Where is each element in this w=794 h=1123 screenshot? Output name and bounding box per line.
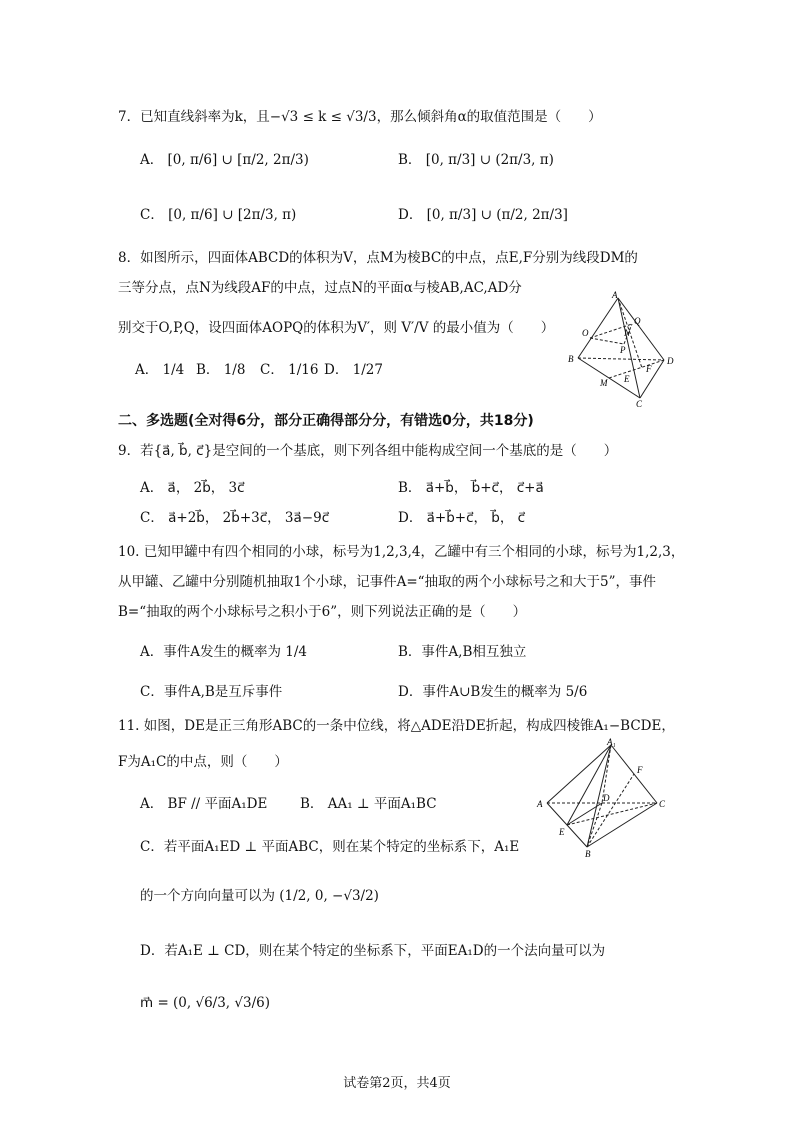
q8-option-c: C． 1/16 (260, 362, 319, 378)
q11-option-c-line1: C．若平面A₁ED ⊥ 平面ABC，则在某个特定的坐标系下，A₁E (140, 839, 520, 855)
q7-option-b: B． [0, π/3] ∪ (2π/3, π) (398, 152, 554, 168)
q11-option-b: B． AA₁ ⊥ 平面A₁BC (300, 796, 437, 812)
q10-option-a: A．事件A发生的概率为 1/4 (140, 644, 308, 660)
q9-option-c: C． a⃗+2b⃗， 2b⃗+3c⃗， 3a⃗−9c⃗ (140, 510, 330, 526)
q11-line1: 11. 如图，DE是正三角形ABC的一条中位线，将△ADE沿DE折起，构成四棱锥A₁−BCDE， (118, 718, 675, 734)
page-footer: 试卷第2页，共4页 (343, 1076, 451, 1091)
q11-line2: F为A₁C的中点，则（ ） (118, 754, 288, 770)
pyramid-figure (535, 735, 670, 860)
fig8-label-c: C (636, 399, 643, 408)
fig8-label-e: E (624, 374, 630, 384)
q10-line2: 从甲罐、乙罐中分别随机抽取1个小球，记事件A=“抽取的两个小球标号之和大于5”，事件 (118, 574, 657, 590)
q11-option-c-line2: 的一个方向向量可以为 (1/2, 0, −√3/2) (140, 888, 379, 904)
q8-option-d: D． 1/27 (324, 362, 383, 378)
q7-option-d: D． [0, π/3] ∪ (π/2, 2π/3] (398, 207, 568, 223)
q10-option-d: D．事件A∪B发生的概率为 5/6 (398, 684, 588, 700)
fig8-label-b: B (568, 354, 574, 364)
q8-line1: 8．如图所示，四面体ABCD的体积为V，点M为棱BC的中点，点E,F分别为线段DM的 (118, 250, 638, 266)
fig8-label-o: O (582, 328, 589, 338)
fig11-label-a1: A₁ (607, 737, 616, 747)
q11-option-d-line1: D．若A₁E ⊥ CD，则在某个特定的坐标系下，平面EA₁D的一个法向量可以为 (140, 943, 606, 959)
q7-option-a: A． [0, π/6] ∪ [π/2, 2π/3) (140, 152, 309, 168)
q8-line3: 别交于O,P,Q，设四面体AOPQ的体积为V′，则 V′/V 的最小值为（ ） (118, 320, 555, 336)
q10-option-b: B．事件A,B相互独立 (398, 644, 527, 660)
tetrahedron-figure (560, 290, 680, 408)
fig11-label-b: B (585, 849, 591, 859)
fig8-label-d: D (667, 356, 674, 366)
fig11-label-e: E (559, 827, 565, 837)
fig11-label-f: F (637, 765, 643, 775)
q7-option-c: C． [0, π/6] ∪ [2π/3, π) (140, 207, 297, 223)
fig8-label-m: M (600, 378, 608, 388)
q9-option-a: A． a⃗， 2b⃗， 3c⃗ (140, 480, 245, 496)
fig8-label-p: P (620, 345, 626, 355)
fig8-label-a: A (612, 290, 618, 300)
q9-stem: 9．若{a⃗, b⃗, c⃗}是空间的一个基底，则下列各组中能构成空间一个基底的是（ ） (118, 443, 618, 459)
q9-option-d: D． a⃗+b⃗+c⃗， b⃗， c⃗ (398, 510, 526, 526)
q7-stem: 7．已知直线斜率为k，且−√3 ≤ k ≤ √3/3，那么倾斜角α的取值范围是（ ） (118, 109, 602, 125)
q9-option-b: B． a⃗+b⃗， b⃗+c⃗， c⃗+a⃗ (398, 480, 544, 496)
fig8-label-q: Q (634, 316, 641, 326)
fig11-label-a: A (537, 799, 543, 809)
q10-line3: B=“抽取的两个小球标号之积小于6”，则下列说法正确的是（ ） (118, 604, 527, 620)
q11-option-d-line2: m⃗ = (0, √6/3, √3/6) (140, 995, 270, 1011)
section-2-title: 二、多选题(全对得6分，部分正确得部分分，有错选0分，共18分) (118, 413, 534, 429)
q10-line1: 10. 已知甲罐中有四个相同的小球，标号为1,2,3,4，乙罐中有三个相同的小球，标号为1,2,3， (118, 544, 685, 560)
fig11-label-c: C (659, 799, 666, 809)
q11-option-a: A． BF // 平面A₁DE (140, 796, 268, 812)
fig8-label-n: N (624, 328, 631, 338)
q8-option-b: B． 1/8 (196, 362, 246, 378)
q10-option-c: C．事件A,B是互斥事件 (140, 684, 283, 700)
q8-line2: 三等分点，点N为线段AF的中点，过点N的平面α与棱AB,AC,AD分 (118, 280, 522, 296)
fig8-label-f: F (646, 364, 652, 374)
fig11-label-d: D (603, 793, 610, 803)
q8-option-a: A． 1/4 (135, 362, 185, 378)
